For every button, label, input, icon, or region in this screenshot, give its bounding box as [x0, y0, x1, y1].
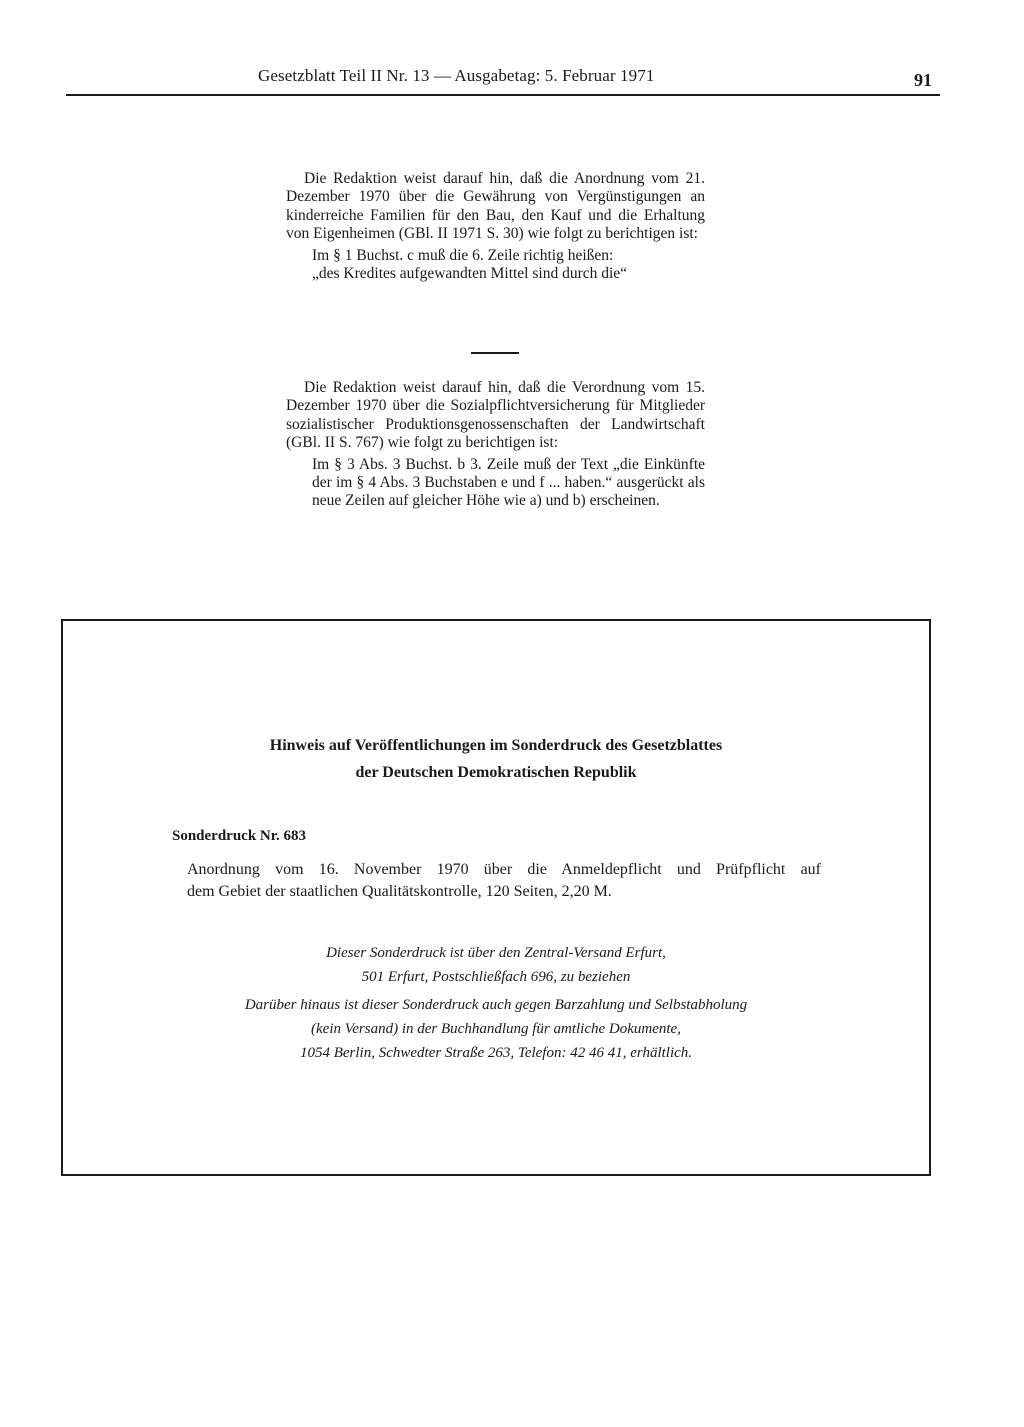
notice-1-correction-intro: Im § 1 Buchst. c muß die 6. Zeile richtig heißen: [312, 246, 614, 264]
notice-2-paragraph: Die Redaktion weist darauf hin, daß die Verordnung vom 15. Dezember 1970 über die Sozialpflichtversicherung für Mitglieder sozialistischer Produktionsgenossenschaften der Landwirtschaft (GBl. II S. 767) wie folgt zu berichtigen ist: [286, 379, 705, 452]
notice-1-paragraph: Die Redaktion weist darauf hin, daß die Anordnung vom 21. Dezember 1970 über die Gewährung von Vergünstigungen an kinderreiche Familien für den Bau, den Kauf und die Erhaltung von Eigenheimen (GBl. II 1971 S. 30) wie folgt zu berichtigen ist: [286, 170, 705, 243]
sonderdruck-description-line-2: dem Gebiet der staatlichen Qualitätskontrolle, 120 Seiten, 2,20 M. [187, 883, 612, 900]
notice-2-correction-text: Im § 3 Abs. 3 Buchst. b 3. Zeile muß der Text „die Einkünfte der im § 4 Abs. 3 Buchstaben e und f ... haben.“ ausgerückt als neue Zeilen auf gleicher Höhe wie a) und b) erscheinen. [312, 455, 705, 510]
availability-2-line-2: (kein Versand) in der Buchhandlung für amtliche Dokumente, [311, 1021, 681, 1037]
correction-notice-1 [286, 170, 705, 283]
sonderdruck-notice-box [61, 619, 931, 1176]
availability-1-line-1: Dieser Sonderdruck ist über den Zentral-Versand Erfurt, [326, 945, 666, 961]
notice-1-correction-text: „des Kredites aufgewandten Mittel sind durch die“ [312, 265, 628, 283]
availability-1-line-2: 501 Erfurt, Postschließfach 696, zu beziehen [361, 969, 631, 985]
box-title-line-2: der Deutschen Demokratischen Republik [355, 764, 637, 781]
availability-note-2 [63, 993, 929, 1065]
availability-note-1 [63, 941, 929, 989]
running-header: Gesetzblatt Teil II Nr. 13 — Ausgabetag: 5. Februar 1971 [258, 66, 655, 85]
header-rule [66, 94, 940, 96]
box-title-line-1: Hinweis auf Veröffentlichungen im Sonderdruck des Gesetzblattes [269, 737, 723, 754]
notice-1-correction [286, 247, 705, 284]
sonderdruck-description [187, 859, 821, 903]
sonderdruck-label: Sonderdruck Nr. 683 [172, 828, 307, 844]
page-number: 91 [914, 70, 932, 90]
sonderdruck-description-line-1: Anordnung vom 16. November 1970 über die Anmeldepflicht und Prüfpflicht auf [187, 861, 821, 878]
correction-notice-2 [286, 379, 705, 511]
availability-2-line-1: Darüber hinaus ist dieser Sonderdruck auch gegen Barzahlung und Selbstabholung [244, 997, 748, 1013]
availability-2-line-3: 1054 Berlin, Schwedter Straße 263, Telefon: 42 46 41, erhältlich. [299, 1045, 693, 1061]
notice-2-correction [286, 456, 705, 511]
section-separator [471, 352, 519, 354]
